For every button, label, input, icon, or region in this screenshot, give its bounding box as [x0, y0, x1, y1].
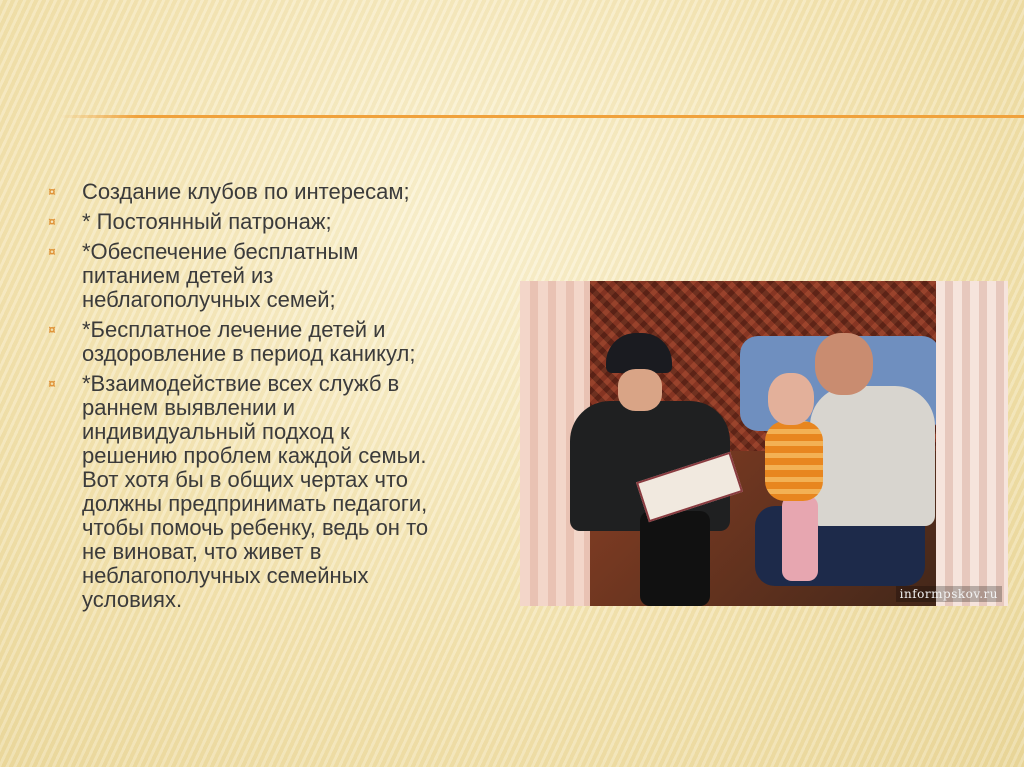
list-item — [44, 240, 504, 312]
man-head — [815, 333, 873, 395]
bullet-marker-icon: ¤ — [48, 376, 56, 391]
photo-watermark: informpskov.ru — [896, 586, 1002, 602]
list-item-text: *Бесплатное лечение детей и оздоровление в период каникул; — [82, 317, 416, 366]
list-item-text: *Обеспечение бесплатным питанием детей из неблагополучных семей; — [82, 239, 359, 312]
list-item-text: * Постоянный патронаж; — [82, 209, 332, 234]
list-item — [44, 180, 504, 204]
officer-face — [618, 369, 662, 411]
bullet-marker-icon: ¤ — [48, 184, 56, 199]
bullet-marker-icon: ¤ — [48, 244, 56, 259]
list-item — [44, 372, 504, 612]
list-item — [44, 210, 504, 234]
bullet-marker-icon: ¤ — [48, 214, 56, 229]
right-curtain — [936, 281, 1008, 606]
list-item — [44, 318, 504, 366]
title-divider-line — [60, 115, 1024, 118]
man-figure — [810, 386, 935, 526]
list-item-text: Создание клубов по интересам; — [82, 179, 410, 204]
list-item-text: *Взаимодействие всех служб в раннем выявлении и индивидуальный подход к решению проблем каждой семьи. Вот хотя бы в общих чертах что должны предпринимать педагоги, чтобы помочь ребенку, ведь он то не виноват, что живет в неблагополучных семейных условиях. — [82, 371, 429, 612]
child-head — [768, 373, 814, 425]
bullet-list — [44, 180, 504, 618]
child-figure — [765, 421, 823, 501]
family-visit-photo — [520, 281, 1008, 606]
child-legs — [782, 496, 818, 581]
officer-legs — [640, 511, 710, 606]
bullet-marker-icon: ¤ — [48, 322, 56, 337]
